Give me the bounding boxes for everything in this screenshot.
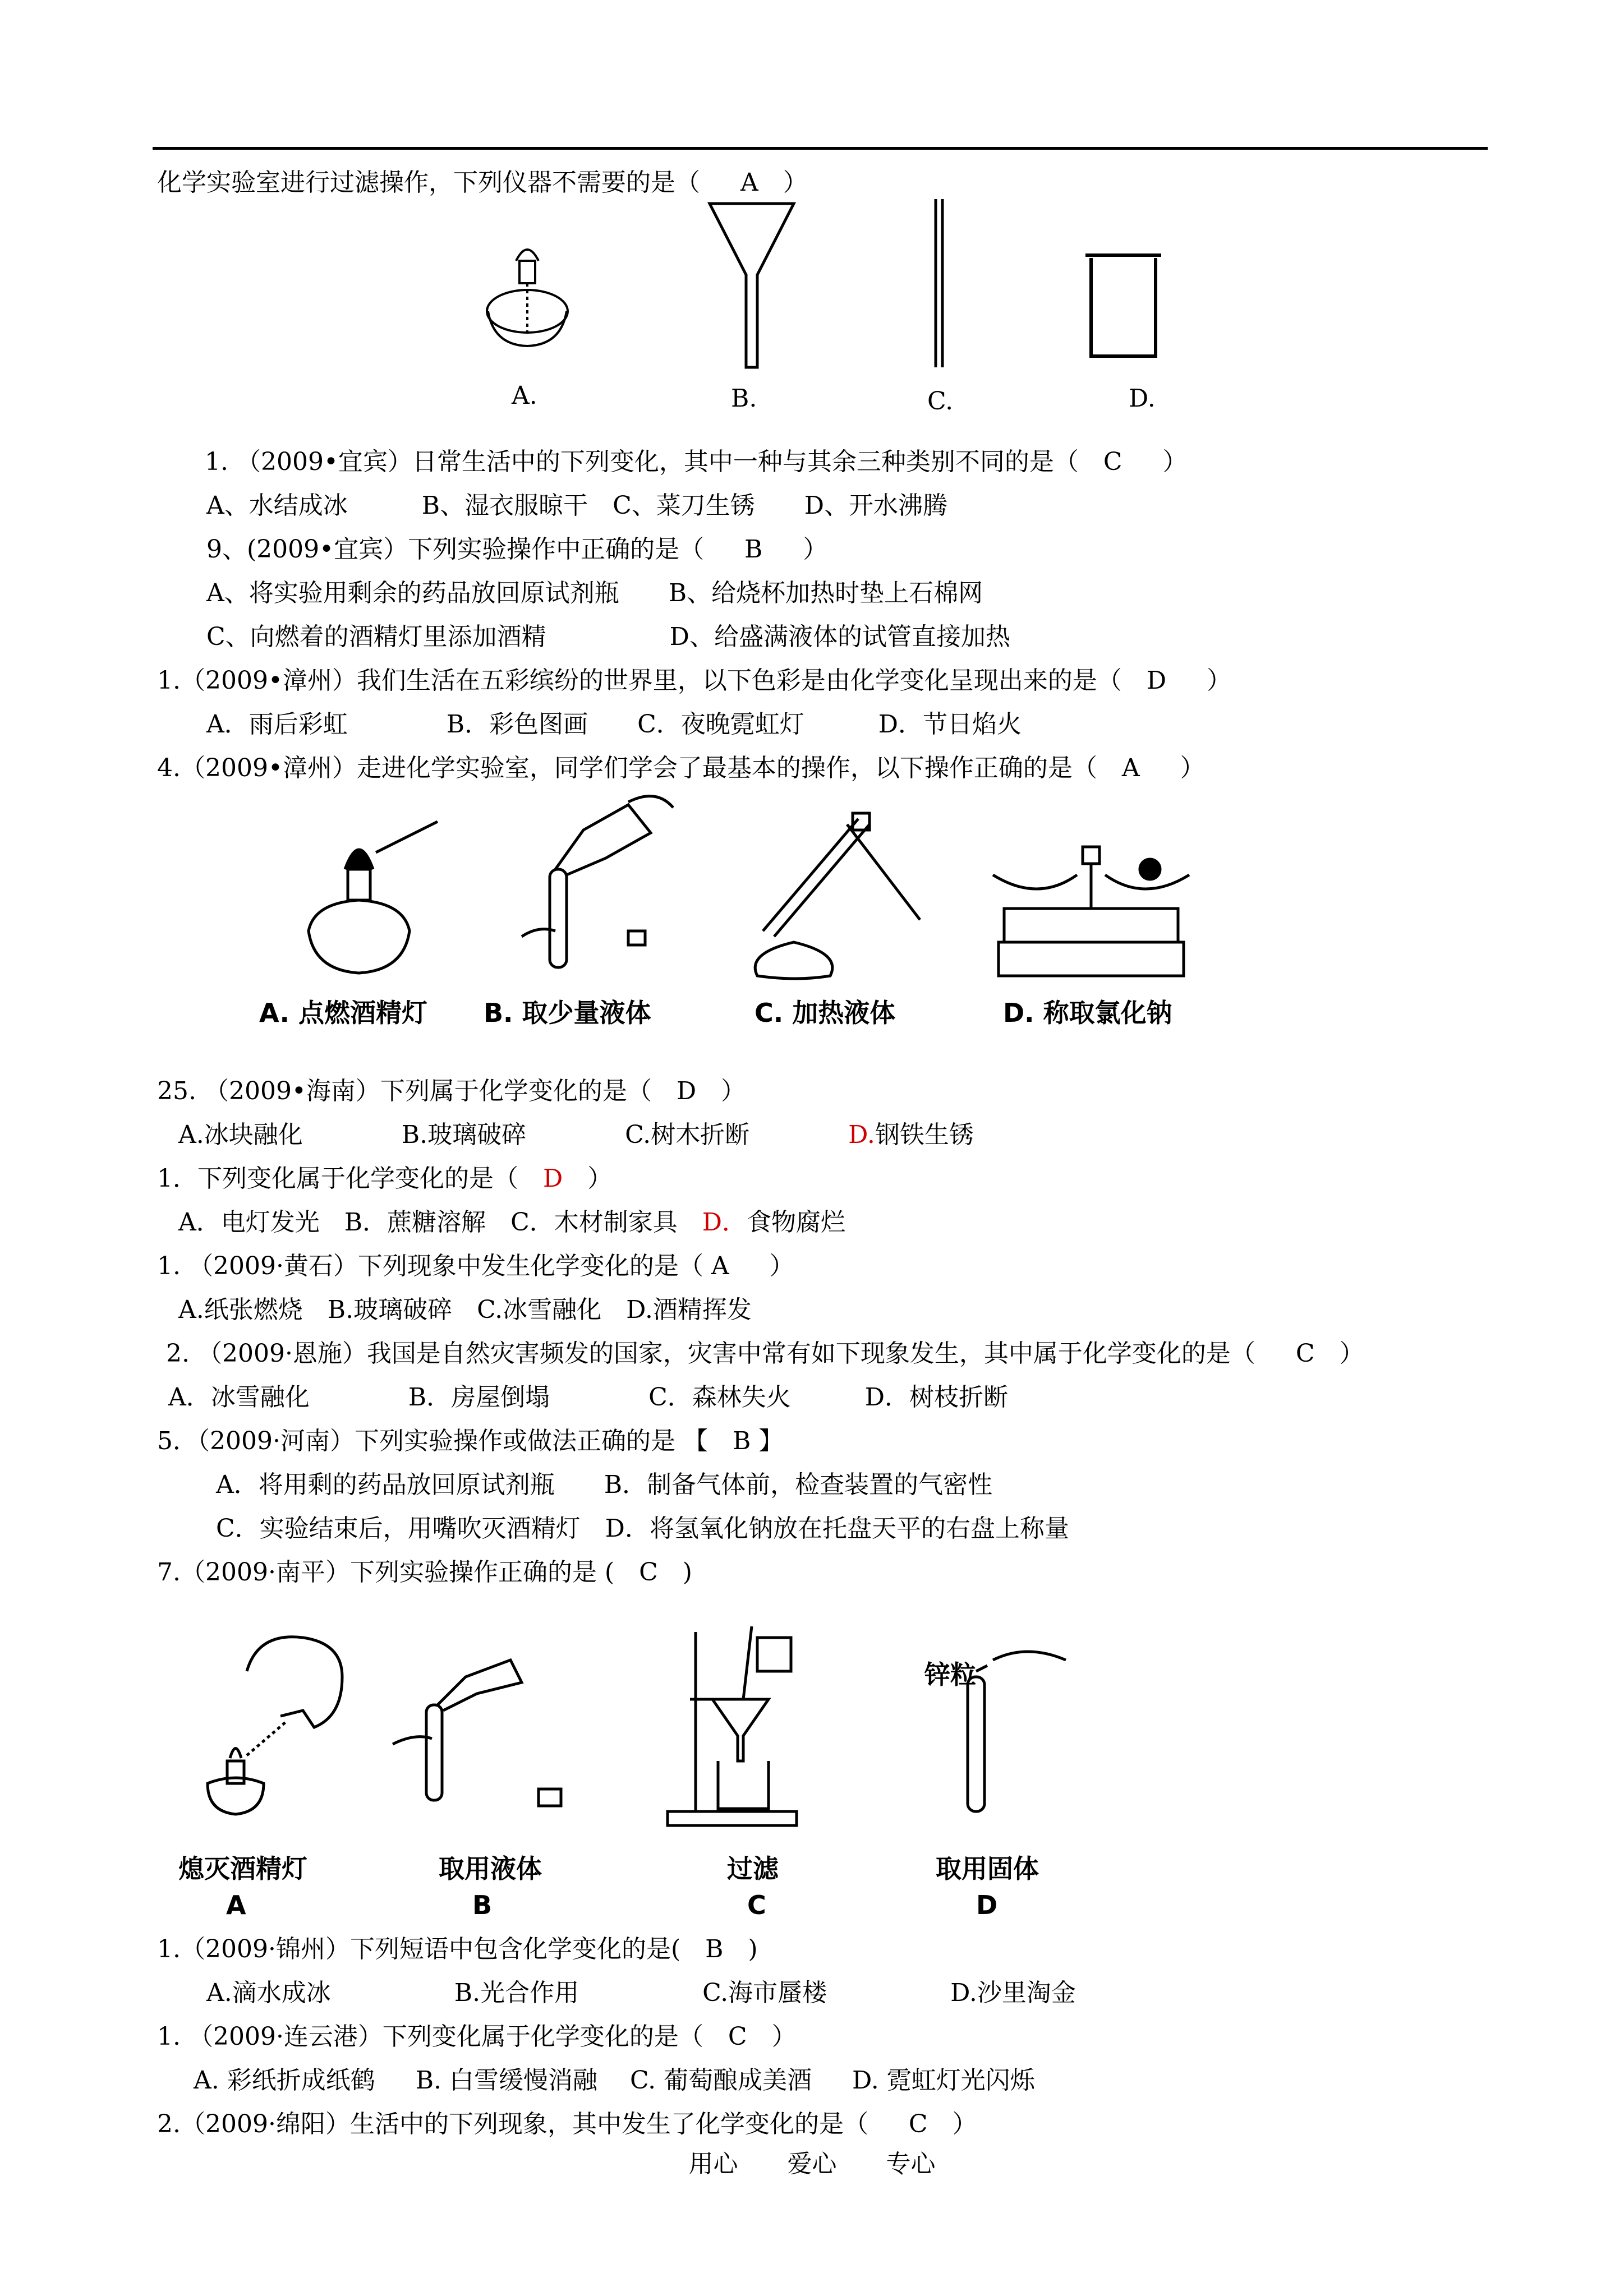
question-henan-5: 5．（2009·河南）下列实验操作或做法正确的是 【 B 】: [157, 1427, 784, 1455]
nanping-caption-c: 过滤: [727, 1854, 779, 1884]
filter-apparatus-figure: [482, 199, 1229, 418]
zinc-label: 锌粒: [924, 1659, 976, 1690]
op-caption-c: C. 加热液体: [755, 998, 896, 1028]
nanping-letter-b: B: [472, 1890, 493, 1920]
question-jinzhou-1: 1.（2009·锦州）下列短语中包含化学变化的是( B ): [157, 1935, 758, 1963]
options-lianyungang-1: A. 彩纸折成纸鹤 B. 白雪缓慢消融 C. 葡萄酿成美酒 D. 霓虹灯光闪烁: [194, 2066, 1035, 2095]
op-caption-d: D. 称取氯化钠: [1003, 998, 1172, 1028]
balance-icon: [993, 847, 1189, 976]
header-rule: [153, 147, 1488, 150]
question-huangshi-1: 1. （2009·黄石）下列现象中发生化学变化的是（ A ）: [157, 1252, 794, 1280]
question-filter: 化学实验室进行过滤操作，下列仪器不需要的是（ A ）: [157, 168, 808, 197]
filter-label-c: C.: [927, 387, 954, 416]
options-jinzhou-1: A.滴水成冰 B.光合作用 C.海市蜃楼 D.沙里淘金: [206, 1979, 1076, 2007]
funnel-icon: [710, 204, 794, 367]
beaker-icon: [1085, 255, 1161, 356]
pouring-liquid-icon: [522, 796, 673, 967]
question-hainan-25: 25. （2009•海南）下列属于化学变化的是（ D ）: [157, 1077, 746, 1105]
heating-liquid-icon: [755, 813, 920, 979]
glass-rod-icon: [936, 199, 942, 367]
nanping-caption-b: 取用液体: [439, 1854, 542, 1884]
question-yibin-1: 1. （2009•宜宾）日常生活中的下列变化，其中一种与其余三种类别不同的是（ C ）: [205, 448, 1188, 476]
options-henan-5-cd: C．实验结束后，用嘴吹灭酒精灯 D．将氢氧化钠放在托盘天平的右盘上称量: [216, 1514, 1069, 1543]
taking-liquid-icon: [393, 1660, 561, 1806]
options-huangshi-1: A.纸张燃烧 B.玻璃破碎 C.冰雪融化 D.酒精挥发: [178, 1295, 752, 1324]
options-change-1: A．电灯发光 B．蔗糖溶解 C．木材制家具 D．食物腐烂: [178, 1208, 846, 1237]
options-yibin-9-ab: A、将实验用剩余的药品放回原试剂瓶 B、给烧杯加热时垫上石棉网: [206, 579, 983, 607]
alcohol-lamp-icon: [487, 250, 568, 346]
question-lianyungang-1: 1. （2009·连云港）下列变化属于化学变化的是（ C ）: [157, 2022, 797, 2051]
options-hainan-25: A.冰块融化 B.玻璃破碎 C.树木折断 D.钢铁生锈: [178, 1121, 974, 1149]
options-enshi-2: A．冰雪融化 B．房屋倒塌 C．森林失火 D．树枝折断: [168, 1383, 1009, 1412]
question-yibin-9: 9、(2009•宜宾）下列实验操作中正确的是（ B ）: [206, 535, 828, 564]
nanping-caption-d: 取用固体: [936, 1854, 1039, 1884]
question-zhangzhou-4: 4.（2009•漳州）走进化学实验室，同学们学会了最基本的操作，以下操作正确的是（ A ）: [157, 754, 1205, 782]
operations-figure: [292, 791, 1200, 987]
options-henan-5-ab: A．将用剩的药品放回原试剂瓶 B．制备气体前，检查装置的气密性: [216, 1470, 993, 1499]
page-footer: 用心 爱心 专心: [688, 2150, 936, 2178]
nanping-caption-a: 熄灭酒精灯: [178, 1854, 307, 1884]
question-mianyang-2: 2.（2009·绵阳）生活中的下列现象，其中发生了化学变化的是（ C ）: [157, 2110, 977, 2138]
filter-label-a: A.: [512, 381, 537, 410]
question-nanping-7: 7.（2009·南平）下列实验操作正确的是 ( C ): [157, 1558, 692, 1587]
question-zhangzhou-1: 1.（2009•漳州）我们生活在五彩缤纷的世界里，以下色彩是由化学变化呈现出来的是（ D ）: [157, 666, 1232, 695]
options-yibin-1: A、水结成冰 B、湿衣服晾干 C、菜刀生锈 D、开水沸腾: [206, 491, 948, 520]
filtration-icon: [668, 1626, 797, 1825]
options-yibin-9-cd: C、向燃着的酒精灯里添加酒精 D、给盛满液体的试管直接加热: [206, 623, 1010, 651]
options-zhangzhou-1: A．雨后彩虹 B．彩色图画 C．夜晚霓虹灯 D．节日焰火: [206, 710, 1022, 739]
nanping-letter-c: C: [747, 1890, 766, 1920]
filter-label-d: D.: [1129, 384, 1156, 413]
question-change-1: 1．下列变化属于化学变化的是（ D ）: [157, 1164, 613, 1193]
filter-label-b: B.: [731, 384, 757, 413]
taking-solid-icon: [968, 1652, 1066, 1811]
op-caption-b: B. 取少量液体: [484, 998, 651, 1028]
lighting-lamp-icon: [309, 822, 438, 973]
nanping-letter-a: A: [226, 1890, 246, 1920]
blowing-lamp-icon: [208, 1637, 342, 1814]
nanping-letter-d: D: [976, 1890, 998, 1920]
op-caption-a: A. 点燃酒精灯: [259, 998, 427, 1028]
question-enshi-2: 2. （2009·恩施）我国是自然灾害频发的国家，灾害中常有如下现象发生，其中属于化学变化的是（ C ）: [166, 1339, 1364, 1368]
